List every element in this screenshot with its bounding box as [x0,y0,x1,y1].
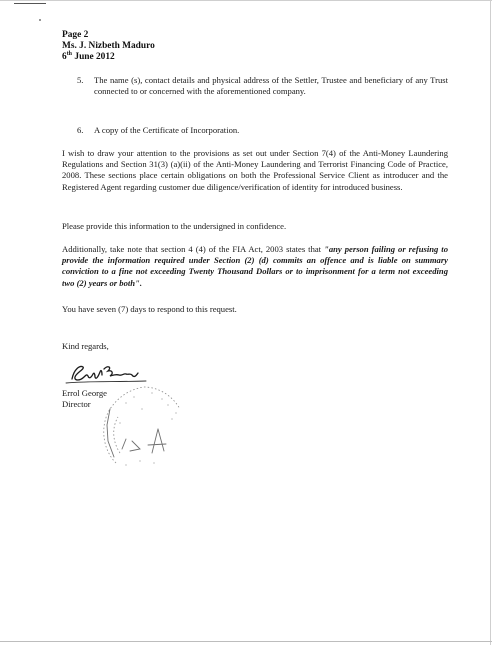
letter-date: 6th June 2012 [62,50,115,62]
page-number: Page 2 [62,30,89,40]
closing-line: Kind regards, [62,341,109,351]
fia-quote-text: "any person failing or refusing to provide the information required under Section (2) (d) commits an offence and is liable on summary conviction to a fine not exceeding Twenty Thousand Dollars or to imprisonment for a term not exceeding two (2) years or both". [62,244,448,288]
signatory-title: Director [62,399,91,409]
body-paragraph-fia-act [62,244,448,289]
body-paragraph-deadline: You have seven (7) days to respond to this request. [62,304,237,314]
scan-speck [39,19,41,21]
page-border-top [0,0,492,1]
fia-lead-text: Additionally, take note that section 4 (4) of the FIA Act, 2003 states that [62,244,325,254]
letter-header [62,30,155,63]
list-item [77,125,448,136]
list-item-text: The name (s), contact details and physical address of the Settler, Trustee and beneficiary of any Trust connected to or concerned with the aforementioned company. [94,75,448,97]
list-item-number: 6. [77,125,84,135]
body-paragraph-provisions: I wish to draw your attention to the provisions as set out under Section 7(4) of the Anti-Money Laundering Regulations and Section 31(3) (a)(ii) of the Anti-Money Laundering and Terrorist Financing Code of Practice, 2008. These sections place certain obligations on both the Professional Service Client as introducer and the Registered Agent regarding customer due diligence/verification of identity for introduced business. [62,148,448,192]
list-item-text: A copy of the Certificate of Incorporation. [94,125,240,135]
page-border-bottom [0,641,492,642]
list-item [77,75,448,97]
body-paragraph-confidence: Please provide this information to the undersigned in confidence. [62,221,287,231]
official-seal-stamp [96,379,192,469]
page-border-right [490,0,491,645]
signatory-name: Errol George [62,388,107,398]
page-border-mark [14,3,46,4]
recipient-name: Ms. J. Nizbeth Maduro [62,41,155,51]
list-item-number: 5. [77,75,84,85]
